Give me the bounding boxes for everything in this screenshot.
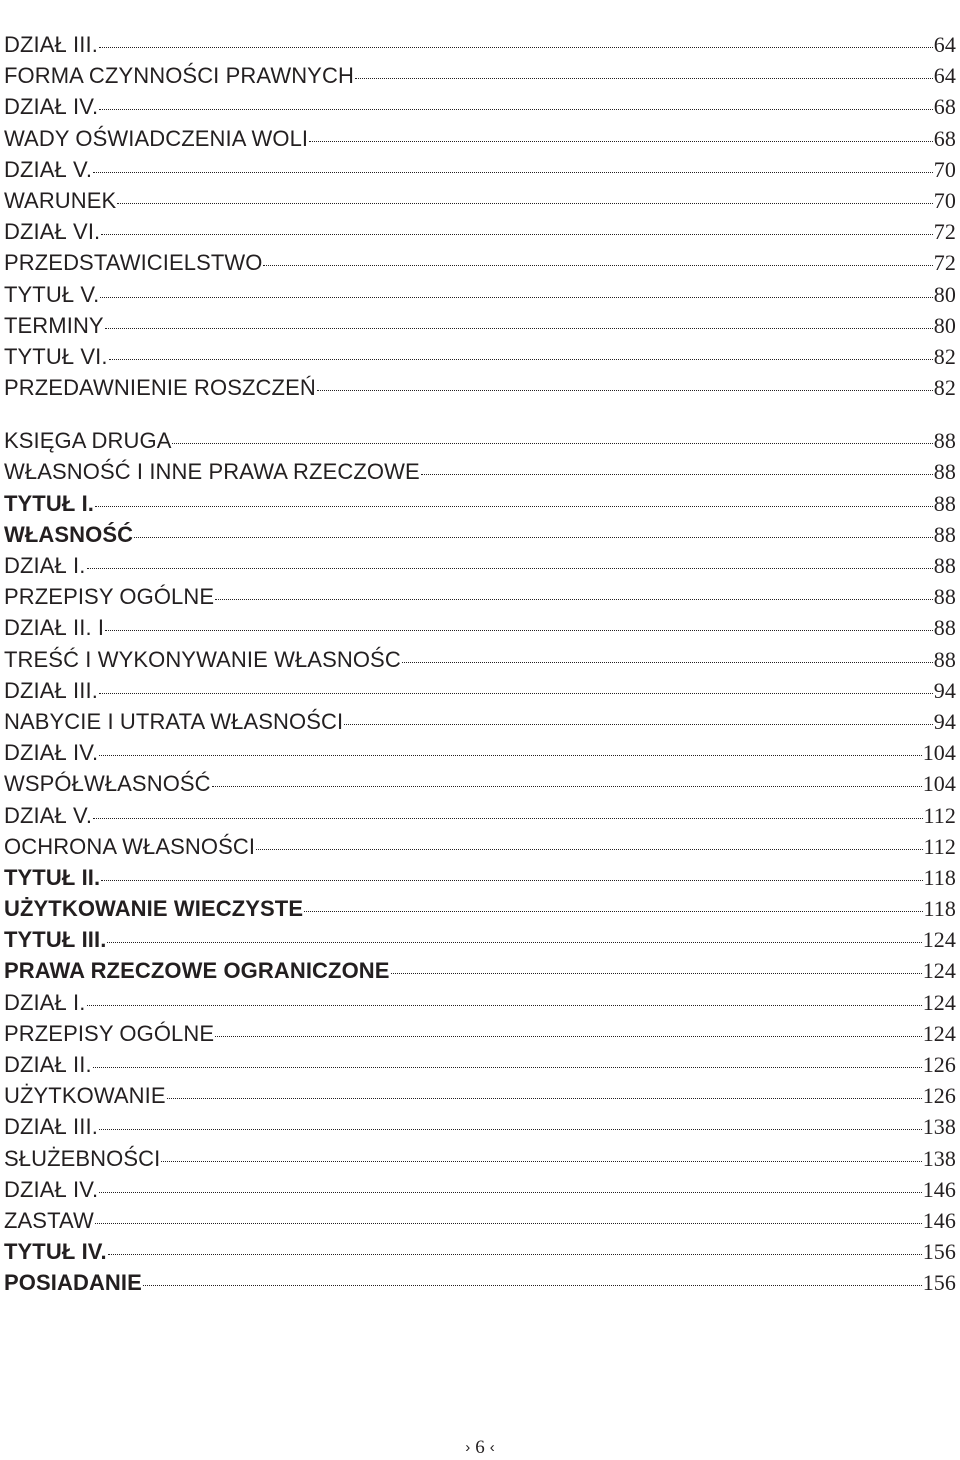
toc-entry-page: 72 (933, 219, 956, 245)
toc-entry[interactable] (4, 550, 956, 581)
toc-entry[interactable] (4, 1236, 956, 1267)
toc-entry-label: TYTUŁ I. (4, 490, 95, 516)
toc-entry-page: 80 (933, 281, 956, 307)
toc-entry-label: DZIAŁ I. (4, 989, 86, 1015)
toc-entry-label: DZIAŁ IV. (4, 94, 99, 120)
toc-dot-leader (99, 755, 921, 756)
toc-entry[interactable] (4, 185, 956, 216)
toc-dot-leader (402, 662, 933, 663)
toc-dot-leader (215, 599, 933, 600)
toc-entry-label: DZIAŁ II. I (4, 615, 105, 641)
toc-entry-page: 64 (933, 63, 956, 89)
toc-entry[interactable] (4, 60, 956, 91)
toc-dot-leader (101, 880, 922, 881)
toc-entry[interactable] (4, 123, 956, 154)
toc-entry-label: POSIADANIE (4, 1270, 142, 1296)
toc-entry[interactable] (4, 279, 956, 310)
toc-dot-leader (95, 1223, 922, 1224)
toc-entry-page: 104 (922, 771, 956, 797)
toc-entry-page: 124 (922, 958, 956, 984)
toc-entry-label: PRZEDSTAWICIELSTWO (4, 250, 263, 276)
toc-entry[interactable] (4, 893, 956, 924)
toc-entry-label: OCHRONA WŁASNOŚCI (4, 833, 256, 859)
toc-dot-leader (215, 1036, 922, 1037)
toc-dot-leader (344, 724, 933, 725)
toc-entry-label: NABYCIE I UTRATA WŁASNOŚCI (4, 708, 344, 734)
toc-dot-leader (99, 47, 933, 48)
toc-entry-label: UŻYTKOWANIE (4, 1083, 166, 1109)
toc-entry-page: 146 (922, 1207, 956, 1233)
page-footer (0, 1437, 960, 1460)
toc-dot-leader (107, 942, 921, 943)
toc-entry-page: 64 (933, 32, 956, 57)
toc-entry[interactable] (4, 612, 956, 643)
toc-entry[interactable] (4, 1205, 956, 1236)
toc-entry-page: 112 (923, 802, 956, 828)
toc-entry-page: 94 (933, 708, 956, 734)
toc-dot-leader (99, 1129, 922, 1130)
toc-entry-page: 146 (922, 1176, 956, 1202)
toc-dot-leader (143, 1285, 922, 1286)
toc-entry[interactable] (4, 1111, 956, 1142)
toc-entry[interactable] (4, 1049, 956, 1080)
toc-entry[interactable] (4, 1143, 956, 1174)
toc-entry-label: TYTUŁ V. (4, 281, 100, 307)
toc-entry[interactable] (4, 675, 956, 706)
toc-entry-page: 70 (933, 156, 956, 182)
toc-dot-leader (355, 78, 933, 79)
toc-entry-page: 88 (933, 646, 956, 672)
toc-dot-leader (109, 359, 933, 360)
toc-dot-leader (108, 1254, 922, 1255)
toc-entry[interactable] (4, 1018, 956, 1049)
toc-entry-label: WŁASNOŚĆ (4, 521, 134, 547)
toc-entry-page: 68 (933, 94, 956, 120)
toc-entry[interactable] (4, 456, 956, 487)
toc-entry-page: 88 (933, 584, 956, 610)
toc-entry[interactable] (4, 800, 956, 831)
toc-entry[interactable] (4, 862, 956, 893)
toc-dot-leader (95, 506, 933, 507)
toc-entry[interactable] (4, 1267, 956, 1298)
toc-entry-label: DZIAŁ V. (4, 802, 93, 828)
toc-entry-label: TERMINY (4, 312, 104, 338)
toc-entry-page: 126 (922, 1083, 956, 1109)
toc-entry-label: WARUNEK (4, 187, 117, 213)
toc-entry-page: 94 (933, 677, 956, 703)
toc-entry[interactable] (4, 768, 956, 799)
toc-entry-label: TYTUŁ VI. (4, 343, 108, 369)
toc-entry-page: 70 (933, 187, 956, 213)
page-number: 6 (475, 1437, 485, 1458)
chevron-right-icon: › (465, 1439, 471, 1456)
toc-entry-label: DZIAŁ V. (4, 156, 93, 182)
toc-entry-label: DZIAŁ II. (4, 1052, 92, 1077)
toc-entry[interactable] (4, 706, 956, 737)
toc-dot-leader (256, 849, 922, 850)
toc-entry[interactable] (4, 581, 956, 612)
toc-entry-page: 124 (922, 989, 956, 1015)
toc-entry-label: SŁUŻEBNOŚCI (4, 1145, 161, 1171)
toc-dot-leader (117, 203, 932, 204)
toc-entry-page: 156 (922, 1239, 956, 1265)
toc-entry-label: FORMA CZYNNOŚCI PRAWNYCH (4, 63, 354, 89)
toc-entry-page: 138 (922, 1145, 956, 1171)
toc-entry[interactable] (4, 372, 956, 403)
toc-entry-page: 72 (933, 250, 956, 276)
toc-dot-leader (105, 630, 933, 631)
toc-entry-page: 88 (933, 428, 956, 454)
toc-entry-label: PRZEDAWNIENIE ROSZCZEŃ (4, 375, 316, 401)
toc-entry-page: 104 (922, 740, 956, 766)
toc-entry[interactable] (4, 1174, 956, 1205)
toc-entry-page: 80 (933, 312, 956, 338)
toc-dot-leader (309, 141, 933, 142)
toc-entry[interactable] (4, 341, 956, 372)
toc-entry-label: DZIAŁ III. (4, 677, 98, 703)
toc-entry[interactable] (4, 216, 956, 247)
toc-entry[interactable] (4, 488, 956, 519)
toc-dot-leader (105, 328, 933, 329)
toc-entry-label: DZIAŁ III. (4, 1114, 98, 1140)
toc-dot-leader (263, 265, 932, 266)
toc-entry[interactable] (4, 644, 956, 675)
toc-entry-label: TYTUŁ II. (4, 864, 101, 890)
toc-entry-label: TYTUŁ III. (4, 927, 107, 953)
toc-dot-leader (391, 973, 922, 974)
toc-dot-leader (93, 818, 922, 819)
toc-dot-leader (421, 474, 933, 475)
toc-entry-label: UŻYTKOWANIE WIECZYSTE (4, 896, 304, 922)
toc-entry-label: DZIAŁ I. (4, 553, 86, 578)
toc-entry[interactable] (4, 310, 956, 341)
toc-entry[interactable] (4, 987, 956, 1018)
toc-entry-page: 88 (933, 615, 956, 641)
toc-entry-label: WŁASNOŚĆ I INNE PRAWA RZECZOWE (4, 459, 420, 485)
toc-dot-leader (167, 1098, 922, 1099)
chevron-left-icon: ‹ (489, 1439, 495, 1456)
toc-dot-leader (93, 172, 933, 173)
toc-entry-page: 112 (923, 833, 956, 859)
toc-entry-page: 126 (922, 1052, 956, 1077)
toc-entry-page: 68 (933, 125, 956, 151)
toc-entry-label: DZIAŁ IV. (4, 740, 99, 766)
toc-dot-leader (101, 234, 933, 235)
toc-entry-page: 88 (933, 553, 956, 578)
toc-dot-leader (161, 1161, 921, 1162)
toc-entry-page: 88 (933, 490, 956, 516)
toc-dot-leader (99, 693, 933, 694)
toc-dot-leader (87, 568, 933, 569)
toc-entry-label: WSPÓŁWŁASNOŚĆ (4, 771, 211, 797)
toc-dot-leader (93, 1067, 922, 1068)
toc-entry[interactable] (4, 29, 956, 60)
toc-entry[interactable] (4, 247, 956, 278)
toc-dot-leader (304, 911, 922, 912)
toc-entry-label: WADY OŚWIADCZENIA WOLI (4, 125, 309, 151)
toc-dot-leader (317, 390, 933, 391)
toc-entry-page: 138 (922, 1114, 956, 1140)
toc-entry[interactable] (4, 519, 956, 550)
toc-entry[interactable] (4, 737, 956, 768)
toc-dot-leader (87, 1005, 922, 1006)
toc-entry[interactable] (4, 831, 956, 862)
toc-entry-page: 82 (933, 375, 956, 401)
toc-entry[interactable] (4, 955, 956, 986)
toc-entry-page: 88 (933, 521, 956, 547)
toc-entry-label: DZIAŁ VI. (4, 219, 101, 245)
toc-entry[interactable] (4, 425, 956, 456)
toc-entry-label: DZIAŁ IV. (4, 1176, 99, 1202)
toc-entry-label: PRZEPISY OGÓLNE (4, 1020, 215, 1046)
toc-entry-label: TYTUŁ IV. (4, 1239, 107, 1265)
toc-dot-leader (134, 537, 933, 538)
toc-dot-leader (99, 109, 933, 110)
toc-entry-page: 118 (923, 864, 956, 890)
toc-entry-page: 124 (922, 1020, 956, 1046)
toc-entry[interactable] (4, 154, 956, 185)
toc-dot-leader (212, 786, 922, 787)
toc-entry[interactable] (4, 924, 956, 955)
toc-entry-page: 118 (923, 896, 956, 922)
toc-dot-leader (172, 443, 932, 444)
toc-entry-page: 82 (933, 343, 956, 369)
toc-entry-label: PRZEPISY OGÓLNE (4, 584, 215, 610)
toc-dot-leader (99, 1192, 921, 1193)
toc-entry-page: 88 (933, 459, 956, 485)
toc-entry-label: PRAWA RZECZOWE OGRANICZONE (4, 958, 390, 984)
toc-entry[interactable] (4, 91, 956, 122)
toc-entry-label: TREŚĆ I WYKONYWANIE WŁASNOŚC (4, 646, 401, 672)
table-of-contents (4, 29, 956, 1299)
toc-entry[interactable] (4, 1080, 956, 1111)
toc-entry-page: 124 (922, 927, 956, 953)
toc-entry-label: DZIAŁ III. (4, 32, 98, 57)
toc-entry-label: KSIĘGA DRUGA (4, 428, 172, 454)
toc-entry-page: 156 (922, 1270, 956, 1296)
toc-dot-leader (100, 297, 932, 298)
toc-entry-label: ZASTAW (4, 1207, 94, 1233)
